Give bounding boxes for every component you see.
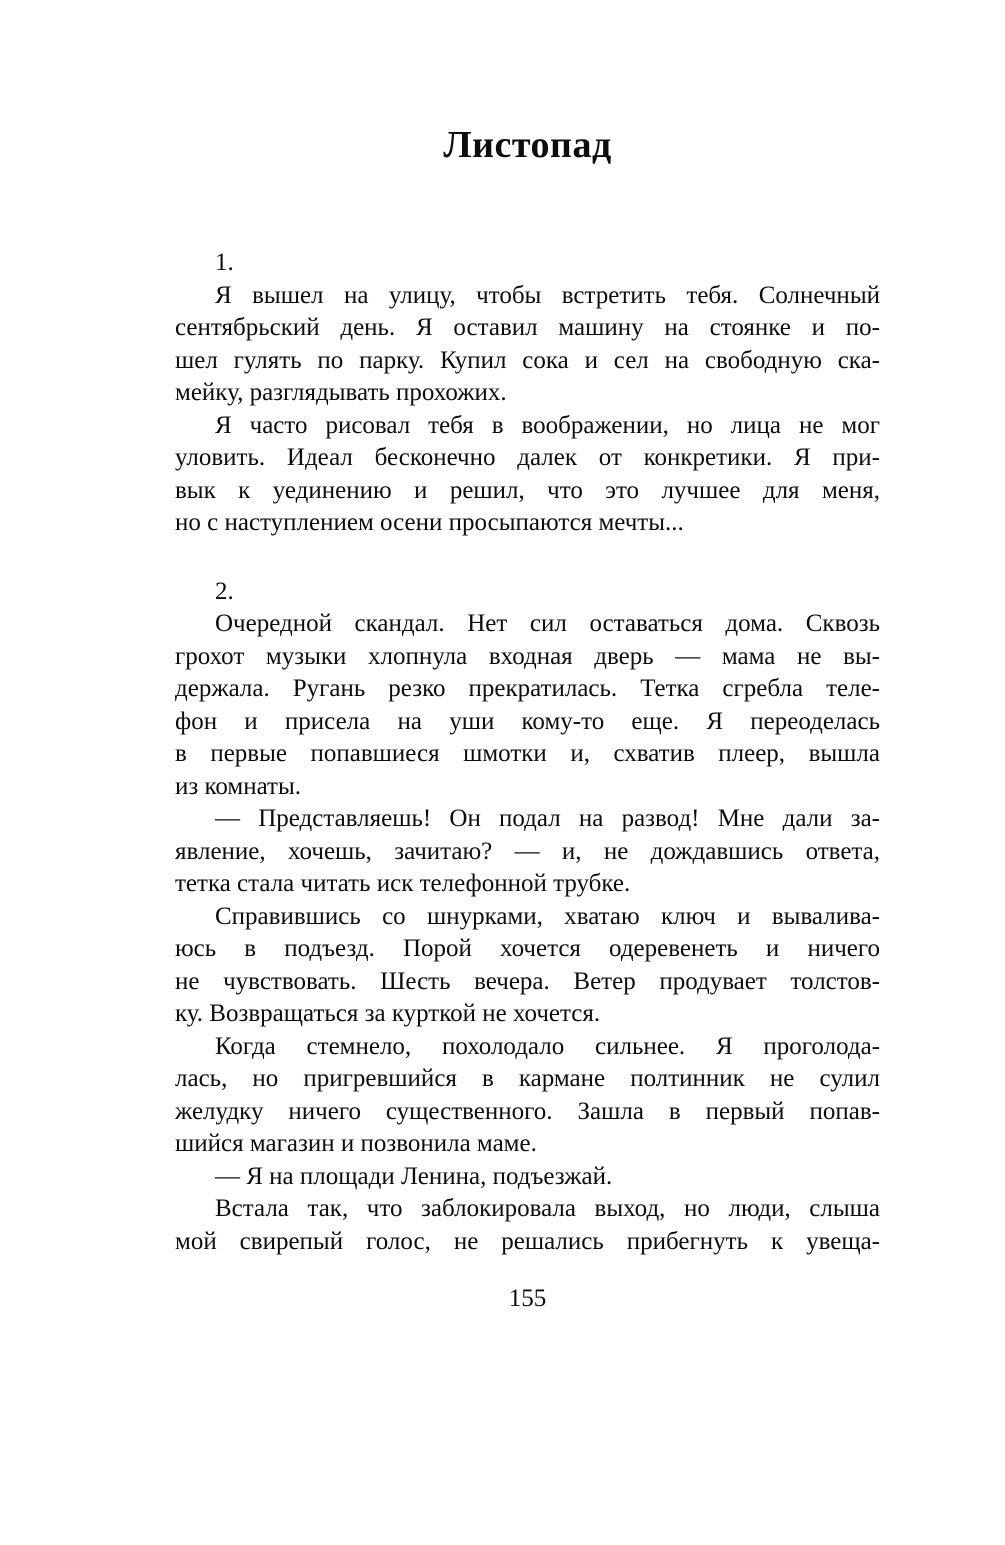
paragraph [175, 1161, 880, 1194]
text-line: грохот музыки хлопнула входная дверь — мама не вы- [175, 642, 880, 670]
section-1 [175, 247, 880, 540]
text-line: ку. Возвращаться за курткой не хочется. [175, 1000, 601, 1027]
text-line: желудку ничего существенного. Зашла в первый попав- [175, 1097, 880, 1125]
text-line: из комнаты. [175, 772, 302, 800]
text-line: мой свирепый голос, не решались прибегнуть к увеща- [175, 1227, 880, 1255]
text-line: не чувствовать. Шесть вечера. Ветер продувает толстов- [175, 967, 880, 995]
text-line: мейку, разглядывать прохожих. [175, 379, 507, 406]
page-number: 155 [508, 1285, 547, 1312]
page-content [175, 247, 880, 1258]
section-number: 2. [215, 577, 234, 605]
text-line: Я вышел на улицу, чтобы встретить тебя. Солнечный [215, 281, 880, 309]
text-line: сентябрьский день. Я оставил машину на стоянке и по- [175, 314, 880, 341]
text-line: — Представляешь! Он подал на развод! Мне дали за- [215, 805, 880, 832]
text-line: уловить. Идеал бесконечно далек от конкретики. Я при- [175, 444, 880, 471]
text-line: шийся магазин и позвонила маме. [175, 1130, 537, 1157]
text-line: фон и присела на уши кому-то еще. Я переоделась [175, 707, 880, 735]
text-line: — Я на площади Ленина, подъезжай. [215, 1162, 613, 1190]
text-line: Когда стемнело, похолодало сильнее. Я проголода- [215, 1032, 880, 1060]
section-number: 1. [215, 249, 234, 276]
text-line: юсь в подъезд. Порой хочется одеревенеть и ничего [175, 935, 880, 962]
text-line: в первые попавшиеся шмотки и, схватив плеер, вышла [175, 740, 880, 767]
book-page [0, 125, 1005, 1545]
text-line: шел гулять по парку. Купил сока и сел на свободную ска- [175, 346, 880, 374]
paragraph [175, 1193, 880, 1258]
text-line: держала. Ругань резко прекратилась. Тетка сгребла теле- [175, 675, 880, 702]
paragraph [175, 608, 880, 803]
paragraph [175, 410, 880, 540]
text-line: Встала так, что заблокировала выход, но люди, слыша [215, 1195, 880, 1222]
paragraph [175, 803, 880, 901]
text-line: Очередной скандал. Нет сил оставаться дома. Сквозь [215, 610, 880, 637]
text-line: тетка стала читать иск телефонной трубке. [175, 870, 631, 897]
page-title: Листопад [443, 124, 612, 166]
paragraph [175, 280, 880, 410]
text-line: Я часто рисовал тебя в воображении, но лица не мог [215, 411, 880, 439]
paragraph [175, 1031, 880, 1161]
section-2 [175, 576, 880, 1259]
text-line: Справившись со шнурками, хватаю ключ и вывалива- [215, 902, 880, 930]
text-line: лась, но пригревшийся в кармане полтинник не сулил [175, 1065, 880, 1092]
text-line: явление, хочешь, зачитаю? — и, не дождавшись ответа, [175, 837, 880, 865]
paragraph [175, 901, 880, 1031]
text-line: вык к уединению и решил, что это лучшее для меня, [175, 476, 880, 504]
text-line: но с наступлением осени просыпаются мечты... [175, 509, 684, 536]
